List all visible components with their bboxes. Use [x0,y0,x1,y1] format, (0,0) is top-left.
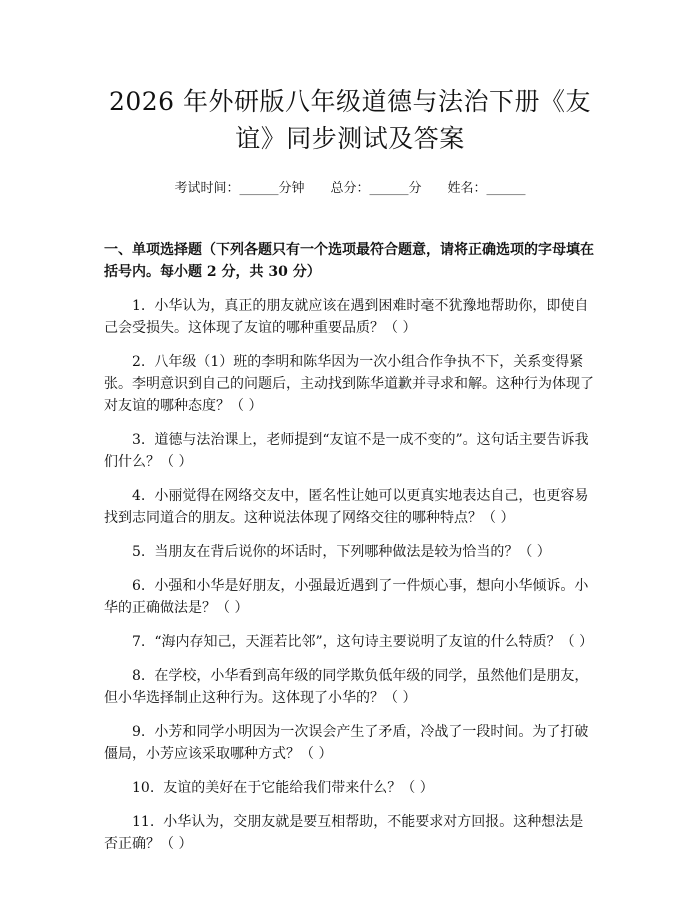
question-text: 小华认为，交朋友就是要互相帮助，不能要求对方回报。这种想法是否正确？（ ） [104,814,584,852]
question-text: 当朋友在背后说你的坏话时，下列哪种做法是较为恰当的？（ ） [154,544,551,560]
question-item [104,351,596,417]
question-item [104,665,596,709]
student-name: 姓名：______ [447,181,526,196]
question-number: 8. [132,668,146,684]
question-text: “海内存知己，天涯若比邻”，这句诗主要说明了友谊的什么特质？（ ） [154,634,594,650]
question-item [104,777,596,799]
question-list [104,295,596,855]
question-number: 1. [132,298,146,314]
question-text: 小强和小华是好朋友，小强最近遇到了一件烦心事，想向小华倾诉。小华的正确做法是？（ ） [104,578,589,616]
section-heading: 一、单项选择题（下列各题只有一个选项最符合题意，请将正确选项的字母填在括号内。每小题 2 分，共 30 分） [104,242,594,280]
question-number: 2. [132,354,146,370]
question-number: 5. [132,544,146,560]
question-text: 八年级（1）班的李明和陈华因为一次小组合作争执不下，关系变得紧张。李明意识到自己的问题后，主动找到陈华道歉并寻求和解。这种行为体现了对友谊的哪种态度？（ ） [104,354,594,414]
exam-meta [104,179,596,199]
question-item [104,485,596,529]
document-title-line-2: 谊》同步测试及答案 [235,124,465,153]
question-text: 在学校，小华看到高年级的同学欺负低年级的同学，虽然他们是朋友，但小华选择制止这种行为。这体现了小华的？（ ） [104,668,589,706]
question-number: 6. [132,578,146,594]
question-item [104,721,596,765]
question-item [104,295,596,339]
question-number: 10. [132,780,155,796]
question-item [104,541,596,563]
question-text: 小华认为，真正的朋友就应该在遇到困难时毫不犹豫地帮助你，即使自己会受损失。这体现了友谊的哪种重要品质？（ ） [104,298,589,336]
question-number: 4. [132,488,146,504]
question-text: 道德与法治课上，老师提到“友谊不是一成不变的”。这句话主要告诉我们什么？（ ） [104,432,589,470]
question-number: 7. [132,634,146,650]
question-number: 11. [132,814,155,830]
question-item [104,575,596,619]
question-number: 3. [132,432,146,448]
document-title [104,83,596,157]
question-item [104,811,596,855]
exam-time: 考试时间：______分钟 [174,181,305,196]
question-text: 小丽觉得在网络交友中，匿名性让她可以更真实地表达自己，也更容易找到志同道合的朋友。这种说法体现了网络交往的哪种特点？（ ） [104,488,589,526]
document-title-line-1: 2026 年外研版八年级道德与法治下册《友 [108,87,592,116]
question-text: 小芳和同学小明因为一次误会产生了矛盾，冷战了一段时间。为了打破僵局，小芳应该采取哪种方式？（ ） [104,724,589,762]
question-number: 9. [132,724,146,740]
question-item [104,429,596,473]
question-text: 友谊的美好在于它能给我们带来什么？（ ） [163,780,434,796]
exam-score: 总分：______分 [330,181,422,196]
question-item [104,631,596,653]
